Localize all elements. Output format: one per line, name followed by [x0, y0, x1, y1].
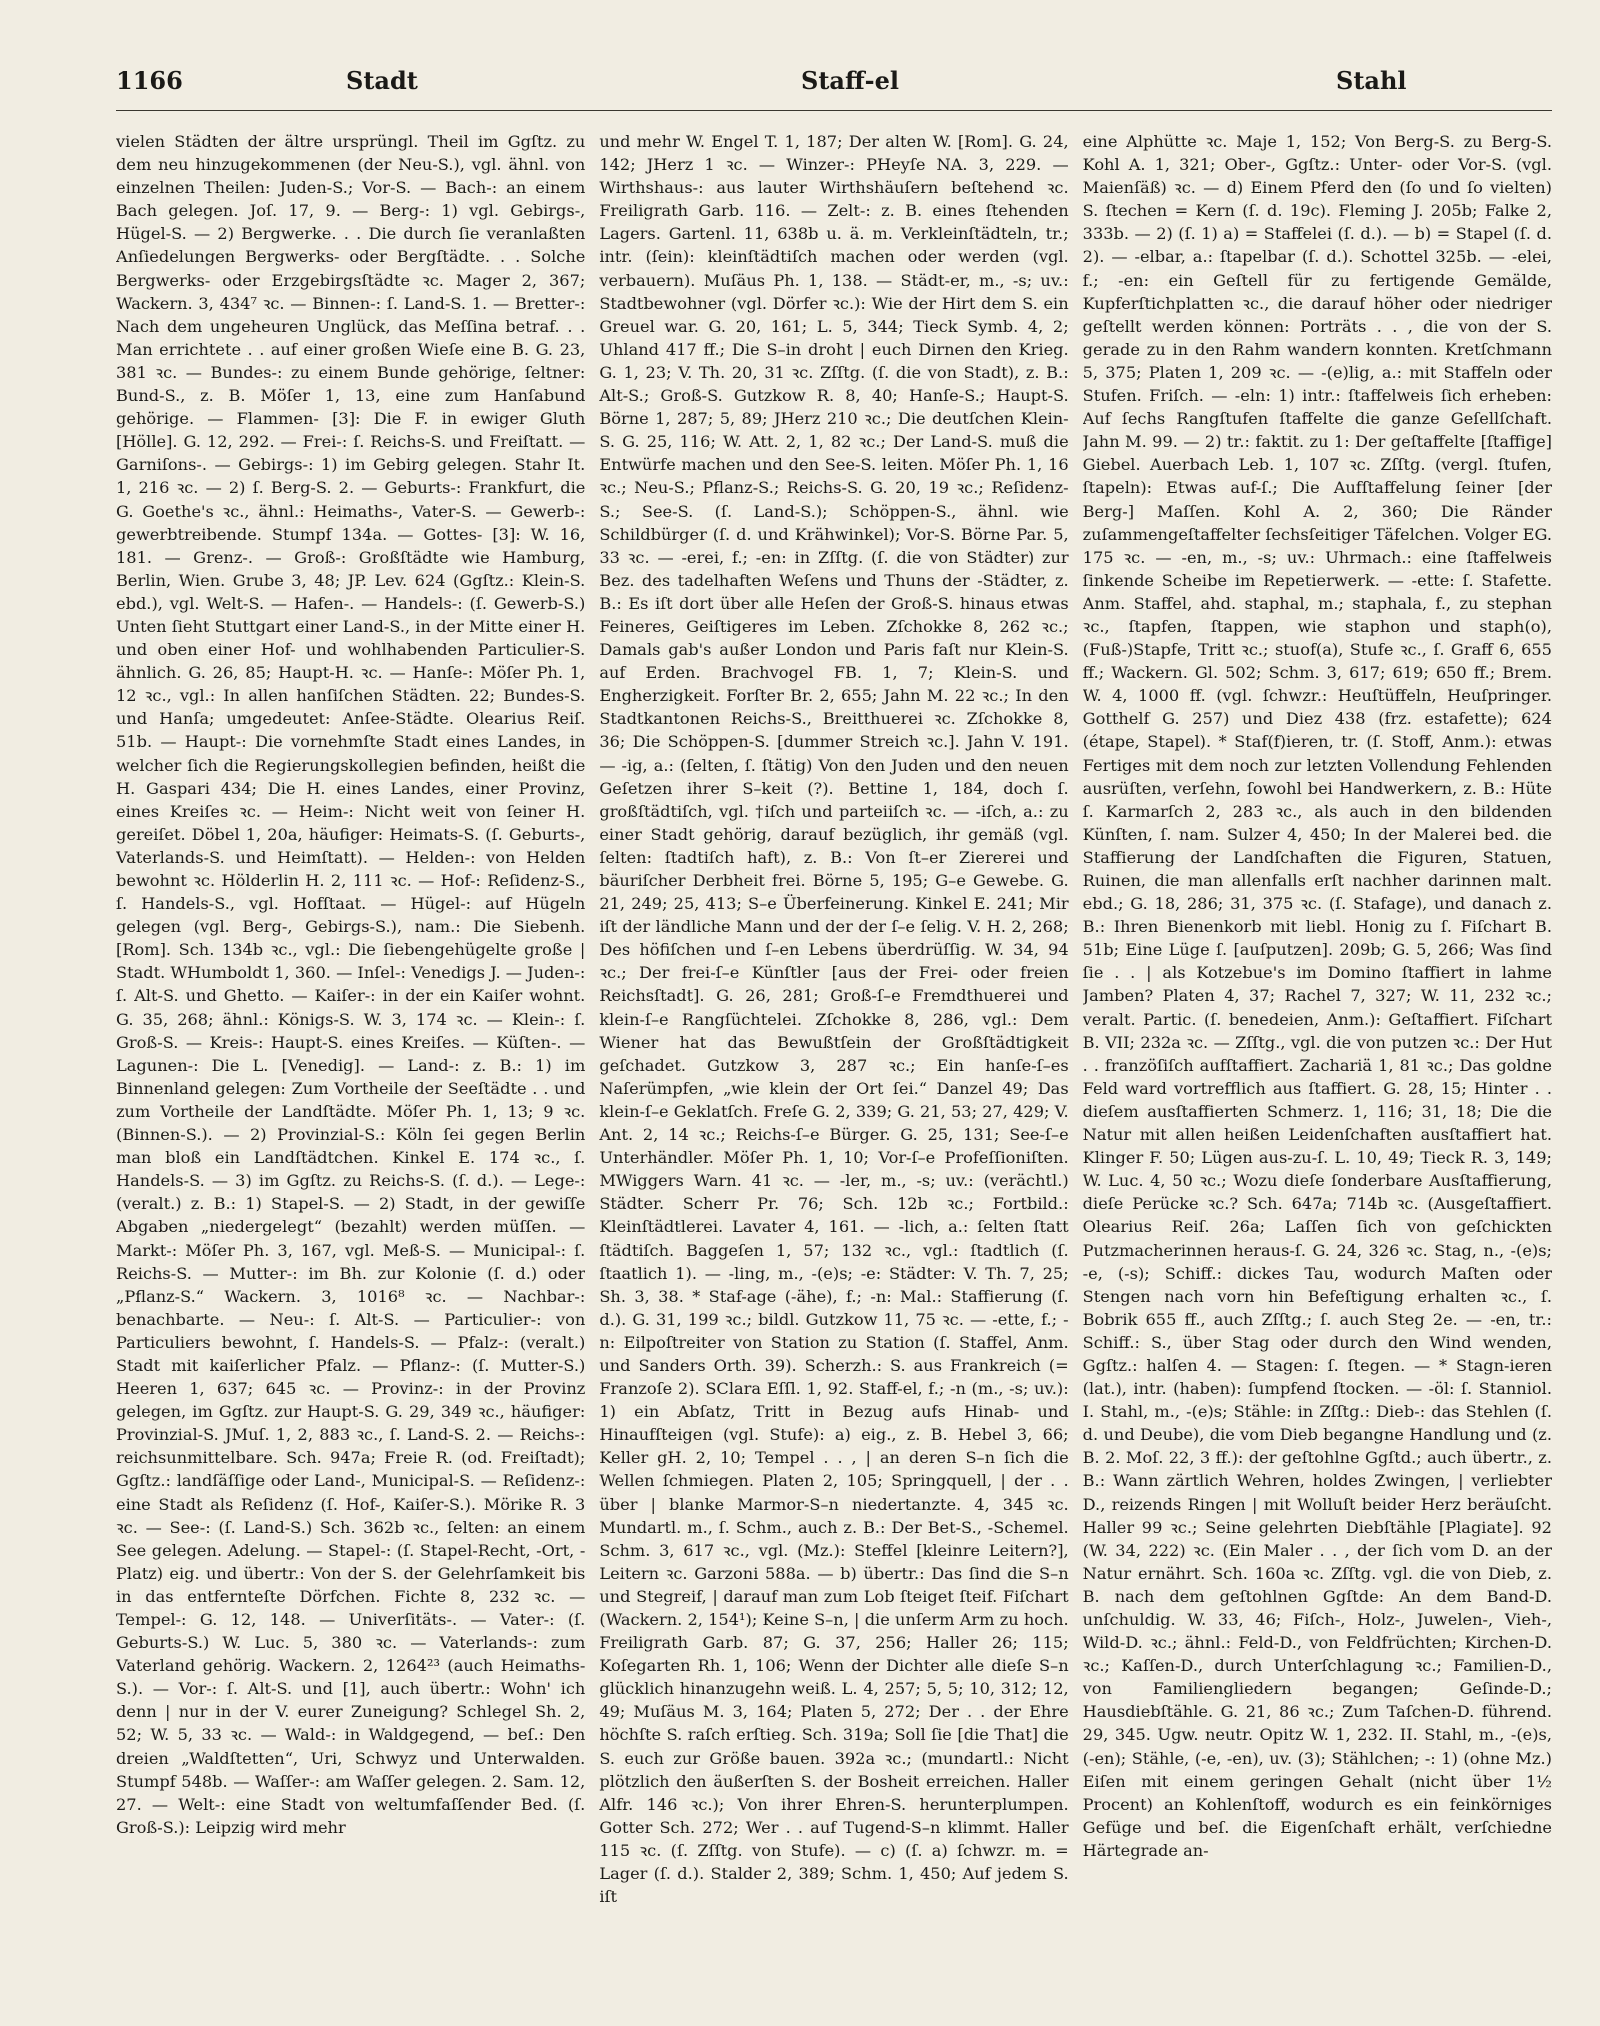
column-middle [599, 130, 1068, 2006]
column-right-text: eine Alphütte ꝛc. Maje 1, 152; Von Berg-S. zu Berg-S. Kohl A. 1, 321; Ober-, Ggſtz.: Unter- oder Vor-S. (vgl. Maienſäß) ꝛc. — d) Einem Pferd den (ſo und ſo vielten) S. ſtechen = Kern (ſ. d. 19c). Fleming J. 205b; Falke 2, 333b. — 2) (ſ. 1) a) = Staffelei (ſ. d.). — b) = Stapel (ſ. d. 2). — -elbar, a.: ſtapelbar (ſ. d.). Schottel 325b. — -elei, f.; -en: ein Geſtell für zu fertigende Gemälde, Kupferſtichplatten ꝛc., die darauf höher oder niedriger geſtellt werden können: Porträts . . , die von der S. gerade zu in den Rahm wandern konnten. Kretſchmann 5, 375; Platen 1, 209 ꝛc. — -(e)lig, a.: mit Staffeln oder Stufen. Friſch. — -eln: 1) intr.: ſtaffelweis ſich erheben: Auf ſechs Rangſtufen ſtaffelte die ganze Geſellſchaft. Jahn M. 99. — 2) tr.: faktit. zu 1: Der geſtaffelte [ſtaffige] Giebel. Auerbach Leb. 1, 107 ꝛc. Zſſtg. (vergl. ſtufen, ſtapeln): Etwas auf-ſ.; Die Aufſtaffelung ſeiner [der Berg-] Maſſen. Kohl A. 2, 360; Die Ränder zuſammengeſtaffelter ſechsſeitiger Täfelchen. Volger EG. 175 ꝛc. — -en, m., -s; uv.: Uhrmach.: eine ſtaffelweis ſinkende Scheibe im Repetierwerk. — -ette: ſ. Stafette. Anm. Staffel, ahd. staphal, m.; staphala, f., zu stephan ꝛc., ſtapfen, ſtappen, wie staphon und staph(o), (Fuß-)Stapfe, Tritt ꝛc.; stuof(a), Stufe ꝛc., ſ. Graff 6, 655 ff.; Wackern. Gl. 502; Schm. 3, 617; 619; 650 ff.; Brem. W. 4, 1000 ff. (vgl. ſchwzr.: Heuſtüffeln, Heuſpringer. Gotthelf G. 257) und Diez 438 (frz. estafette); 624 (étape, Stapel). * Staf(f)ieren, tr. (ſ. Stoff, Anm.): etwas Fertiges mit dem noch zur letzten Vollendung Fehlenden ausrüſten, verſehn, ſowohl bei Handwerkern, z. B.: Hüte ſ. Karmarſch 2, 283 ꝛc., als auch in den bildenden Künſten, ſ. nam. Sulzer 4, 450; In der Malerei bed. die Staffierung der Landſchaften die Figuren, Statuen, Ruinen, die man allenfalls erſt nachher darinnen malt. ebd.; G. 18, 286; 31, 375 ꝛc. (ſ. Stafage), und danach z. B.: Ihren Bienenkorb mit liebl. Honig zu ſ. Fiſchart B. 51b; Eine Lüge ſ. [auſputzen]. 209b; G. 5, 266; Was ſind ſie . . | als Kotzebue's im Domino ſtaffiert in lahme Jamben? Platen 4, 37; Rachel 7, 327; W. 11, 232 ꝛc.; veralt. Partic. (ſ. benedeien, Anm.): Geſtaffiert. Fiſchart B. VII; 232a ꝛc. — Zſſtg., vgl. die von putzen ꝛc.: Der Hut . . franzöſiſch aufſtaffiert. Zachariä 1, 81 ꝛc.; Das goldne Feld ward vortrefflich aus ſtaffiert. G. 28, 15; Hinter . . dieſem ausſtaffierten Schmerz. 1, 116; 31, 18; Die die Natur mit allen heißen Leidenſchaften ausſtaffiert hat. Klinger F. 50; Lügen aus-zu-ſ. L. 10, 49; Tieck R. 3, 149; W. Luc. 4, 50 ꝛc.; Wozu dieſe ſonderbare Ausſtaffierung, dieſe Perücke ꝛc.? Sch. 647a; 714b ꝛc. (Ausgeſtaffiert. Olearius Reiſ. 26a; Laſſen ſich von geſchickten Putzmacherinnen heraus-ſ. G. 24, 326 ꝛc. Stag, n., -(e)s; -e, (-s); Schiff.: dickes Tau, wodurch Maſten oder Stengen nach vorn hin Befeſtigung erhalten ꝛc., ſ. Bobrik 655 ff., auch Zſſtg.; ſ. auch Steg 2e. — -en, tr.: Schiff.: S., über Stag oder durch den Wind wenden, Ggſtz.: halſen 4. — Stagen: ſ. ſtegen. — * Stagn-ieren (lat.), intr. (haben): ſumpfend ſtocken. — -öl: ſ. Stanniol. I. Stahl, m., -(e)s; Stähle: in Zſſtg.: Dieb-: das Stehlen (ſ. d. und Deube), die vom Dieb begangne Handlung und (z. B. 2. Moſ. 22, 3 ff.): der geſtohlne Ggſtd.; auch übertr., z. B.: Wann zärtlich Wehren, holdes Zwingen, | verliebter D., reizends Ringen | mit Wolluſt beider Herz beräuſcht. Haller 99 ꝛc.; Seine gelehrten Diebſtähle [Plagiate]. 92 (W. 34, 222) ꝛc. (Ein Maler . . , der ſich vom D. an der Natur ernährt. Sch. 160a ꝛc. Zſſtg. vgl. die von Dieb, z. B. nach dem geſtohlnen Ggſtde: An dem Band-D. unſchuldig. W. 33, 46; Fiſch-, Holz-, Juwelen-, Vieh-, Wild-D. ꝛc.; ähnl.: Feld-D., von Feldfrüchten; Kirchen-D. ꝛc.; Kaſſen-D., durch Unterſchlagung ꝛc.; Familien-D., von Familiengliedern begangen; Geſinde-D.; Hausdiebſtähle. G. 21, 86 ꝛc.; Zum Taſchen-D. führend. 29, 345. Ugw. neutr. Opitz W. 1, 232. II. Stahl, m., -(e)s, (-en); Stähle, (-e, -en), uv. (3); Stählchen; -: 1) (ohne Mz.) Eiſen mit einem geringen Gehalt (nicht über 1½ Procent) an Kohlenſtoff, wodurch es ein feinkörniges Gefüge und beſ. die Eigenſchaft erhält, verſchiedne Härtegrade an- [1082, 132, 1552, 1860]
text-columns [116, 130, 1552, 2006]
column-left-text: vielen Städten der ältre ursprüngl. Theil im Ggſtz. zu dem neu hinzugekommenen (der Neu-S.), vgl. ähnl. von einzelnen Theilen: Juden-S.; Vor-S. — Bach-: an einem Bach gelegen. Joſ. 17, 9. — Berg-: 1) vgl. Gebirgs-, Hügel-S. — 2) Bergwerke. . . Die durch ſie veranlaßten Anſiedelungen Bergwerks- oder Bergſtädte. . . Solche Bergwerks- oder Erzgebirgsſtädte ꝛc. Mager 2, 367; Wackern. 3, 434⁷ ꝛc. — Binnen-: ſ. Land-S. 1. — Bretter-: Nach dem ungeheuren Unglück, das Meſſina betraf. . . Man errichtete . . auf einer großen Wieſe eine B. G. 23, 381 ꝛc. — Bundes-: zu einem Bunde gehörige, ſeltner: Bund-S., z. B. Möſer 1, 13, eine zum Hanſabund gehörige. — Flammen- [3]: Die F. in ewiger Gluth [Hölle]. G. 12, 292. — Frei-: ſ. Reichs-S. und Freiſtatt. — Garniſons-. — Gebirgs-: 1) im Gebirg gelegen. Stahr It. 1, 216 ꝛc. — 2) ſ. Berg-S. 2. — Geburts-: Frankfurt, die G. Goethe's ꝛc., ähnl.: Heimaths-, Vater-S. — Gewerb-: gewerbtreibende. Stumpf 134a. — Gottes- [3]: W. 16, 181. — Grenz-. — Groß-: Großſtädte wie Hamburg, Berlin, Wien. Grube 3, 48; JP. Lev. 624 (Ggſtz.: Klein-S. ebd.), vgl. Welt-S. — Hafen-. — Handels-: (ſ. Gewerb-S.) Unten ſieht Stuttgart einer Land-S., in der Mitte einer H. und oben einer Hof- und wohlhabenden Particulier-S. ähnlich. G. 26, 85; Haupt-H. ꝛc. — Hanſe-: Möſer Ph. 1, 12 ꝛc., vgl.: In allen hanſiſchen Städten. 22; Bundes-S. und Hanſa; umgedeutet: Anſee-Städte. Olearius Reiſ. 51b. — Haupt-: Die vornehmſte Stadt eines Landes, in welcher ſich die Regierungskollegien befinden, heißt die H. Gaspari 434; Die H. eines Landes, einer Provinz, eines Kreiſes ꝛc. — Heim-: Nicht weit von ſeiner H. gereiſet. Döbel 1, 20a, häufiger: Heimats-S. (ſ. Geburts-, Vaterlands-S. und Heimſtatt). — Helden-: von Helden bewohnt ꝛc. Hölderlin H. 2, 111 ꝛc. — Hof-: Reſidenz-S., ſ. Handels-S., vgl. Hofſtaat. — Hügel-: auf Hügeln gelegen (vgl. Berg-, Gebirgs-S.), nam.: Die Siebenh. [Rom]. Sch. 134b ꝛc., vgl.: Die ſiebengehügelte große | Stadt. WHumboldt 1, 360. — Inſel-: Venedigs J. — Juden-: ſ. Alt-S. und Ghetto. — Kaiſer-: in der ein Kaiſer wohnt. G. 35, 268; ähnl.: Königs-S. W. 3, 174 ꝛc. — Klein-: ſ. Groß-S. — Kreis-: Haupt-S. eines Kreiſes. — Küſten-. — Lagunen-: Die L. [Venedig]. — Land-: z. B.: 1) im Binnenland gelegen: Zum Vortheile der Seeſtädte . . und zum Vortheile der Landſtädte. Möſer Ph. 1, 13; 9 ꝛc. (Binnen-S.). — 2) Provinzial-S.: Köln ſei gegen Berlin man bloß ein Landſtädtchen. Kinkel E. 174 ꝛc., ſ. Handels-S. — 3) im Ggſtz. zu Reichs-S. (ſ. d.). — Lege-: (veralt.) z. B.: 1) Stapel-S. — 2) Stadt, in der gewiſſe Abgaben „niedergelegt“ (bezahlt) werden müſſen. — Markt-: Möſer Ph. 3, 167, vgl. Meß-S. — Municipal-: ſ. Reichs-S. — Mutter-: im Bh. zur Kolonie (ſ. d.) oder „Pflanz-S.“ Wackern. 3, 1016⁸ ꝛc. — Nachbar-: benachbarte. — Neu-: ſ. Alt-S. — Particulier-: von Particuliers bewohnt, ſ. Handels-S. — Pfalz-: (veralt.) Stadt mit kaiſerlicher Pfalz. — Pflanz-: (ſ. Mutter-S.) Heeren 1, 637; 645 ꝛc. — Provinz-: in der Provinz gelegen, im Ggſtz. zur Haupt-S. G. 29, 349 ꝛc., häufiger: Provinzial-S. JMuſ. 1, 2, 883 ꝛc., ſ. Land-S. 2. — Reichs-: reichsunmittelbare. Sch. 947a; Freie R. (od. Freiſtadt); Ggſtz.: landſäſſige oder Land-, Municipal-S. — Reſidenz-: eine Stadt als Reſidenz (ſ. Hof-, Kaiſer-S.). Mörike R. 3 ꝛc. — See-: (ſ. Land-S.) Sch. 362b ꝛc., ſelten: an einem See gelegen. Adelung. — Stapel-: (ſ. Stapel-Recht, -Ort, -Platz) eig. und übertr.: Von der S. der Gelehrſamkeit bis in das entfernteſte Dörfchen. Fichte 8, 232 ꝛc. — Tempel-: G. 12, 148. — Univerſitäts-. — Vater-: (ſ. Geburts-S.) W. Luc. 5, 380 ꝛc. — Vaterlands-: zum Vaterland gehörig. Wackern. 2, 1264²³ (auch Heimaths-S.). — Vor-: ſ. Alt-S. und [1], auch übertr.: Wohn' ich denn | nur in der V. eurer Zuneigung? Schlegel Sh. 2, 52; W. 5, 33 ꝛc. — Wald-: in Waldgegend, — beſ.: Den dreien „Waldſtetten“, Uri, Schwyz und Unterwalden. Stumpf 548b. — Waſſer-: am Waſſer gelegen. 2. Sam. 12, 27. — Welt-: eine Stadt von weltumfaſſender Bed. (ſ. Groß-S.): Leipzig wird mehr [116, 132, 586, 1837]
column-middle-text: und mehr W. Engel T. 1, 187; Der alten W. [Rom]. G. 24, 142; JHerz 1 ꝛc. — Winzer-: PHeyſe NA. 3, 229. — Wirthshaus-: aus lauter Wirthshäuſern beſtehend ꝛc. Freiligrath Garb. 116. — Zelt-: z. B. eines ſtehenden Lagers. Gartenl. 11, 638b u. ä. m. Verkleinſtädteln, tr.; intr. (ſein): kleinſtädtiſch machen oder werden (vgl. verbauern). Muſäus Ph. 1, 138. — Städt-er, m., -s; uv.: Stadtbewohner (vgl. Dörfer ꝛc.): Wie der Hirt dem S. ein Greuel war. G. 20, 161; L. 5, 344; Tieck Symb. 4, 2; Uhland 417 ff.; Die S–in droht | euch Dirnen den Krieg. G. 1, 23; V. Th. 20, 31 ꝛc. Zſſtg. (ſ. die von Stadt), z. B.: Alt-S.; Groß-S. Gutzkow R. 8, 40; Hanſe-S.; Haupt-S. Börne 1, 287; 5, 89; JHerz 210 ꝛc.; Die deutſchen Klein-S. G. 25, 116; W. Att. 2, 1, 82 ꝛc.; Der Land-S. muß die Entwürfe machen und den See-S. leiten. Möſer Ph. 1, 16 ꝛc.; Neu-S.; Pflanz-S.; Reichs-S. G. 20, 19 ꝛc.; Reſidenz-S.; See-S. (ſ. Land-S.); Schöppen-S., ähnl. wie Schildbürger (ſ. d. und Krähwinkel); Vor-S. Börne Par. 5, 33 ꝛc. — -erei, f.; -en: in Zſſtg. (ſ. die von Städter) zur Bez. des tadelhaften Weſens und Thuns der -Städter, z. B.: Es iſt dort über alle Heſen der Groß-S. hinaus etwas Feineres, Geiſtigeres im Leben. Zſchokke 8, 262 ꝛc.; Damals gab's außer London und Paris faſt nur Klein-S. auf Erden. Brachvogel FB. 1, 7; Klein-S. und Engherzigkeit. Forſter Br. 2, 655; Jahn M. 22 ꝛc.; In den Stadtkantonen Reichs-S., Breitthuerei ꝛc. Zſchokke 8, 36; Die Schöppen-S. [dummer Streich ꝛc.]. Jahn V. 191. — -ig, a.: (ſelten, ſ. ſtätig) Von den Juden und den neuen Geſetzen ihrer S–keit (?). Bettine 1, 184, doch ſ. großſtädtiſch, vgl. †iſch und parteiiſch ꝛc. — -iſch, a.: zu einer Stadt gehörig, darauf bezüglich, ihr gemäß (vgl. ſelten: ſtadtiſch haft), z. B.: Von ſt–er Ziererei und bäuriſcher Derbheit frei. Börne 5, 195; G–e Gewebe. G. 21, 249; 25, 413; S–e Überfeinerung. Kinkel E. 241; Mir iſt der ländliche Mann und der der ſ–e ſelig. V. H. 2, 268; Des höfiſchen und ſ–en Lebens überdrüſſig. W. 34, 94 ꝛc.; Der frei-ſ–e Künſtler [aus der Frei- oder freien Reichsſtadt]. G. 26, 281; Groß-ſ–e Fremdthuerei und klein-ſ–e Rangſüchtelei. Zſchokke 8, 286, vgl.: Dem Wiener hat das Bewußtſein der Großſtädtigkeit geſchadet. Gutzkow 3, 287 ꝛc.; Ein hanſe-ſ–es Naſerümpfen, „wie klein der Ort ſei.“ Danzel 49; Das klein-ſ–e Geklatſch. Freſe G. 2, 339; G. 21, 53; 27, 429; V. Ant. 2, 14 ꝛc.; Reichs-ſ–e Bürger. G. 25, 131; See-ſ–e Unterhändler. Möſer Ph. 1, 10; Vor-ſ–e Profeſſioniſten. MWiggers Warn. 41 ꝛc. — -ler, m., -s; uv.: (verächtl.) Städter. Scherr Pr. 76; Sch. 12b ꝛc.; Fortbild.: Kleinſtädtlerei. Lavater 4, 161. — -lich, a.: ſelten ſtatt ſtädtiſch. Baggeſen 1, 57; 132 ꝛc., vgl.: ſtadtlich (ſ. ſtaatlich 1). — -ling, m., -(e)s; -e: Städter: V. Th. 7, 25; Sh. 3, 38. * Staf-age (-ähe), f.; -n: Mal.: Staffierung (ſ. d.). G. 31, 199 ꝛc.; bildl. Gutzkow 11, 75 ꝛc. — -ette, f.; -n: Eilpoſtreiter von Station zu Station (ſ. Staffel, Anm. und Sanders Orth. 39). Scherzh.: S. aus Frankreich (= Franzoſe 2). SClara Eſſl. 1, 92. Staff-el, f.; -n (m., -s; uv.): 1) ein Abſatz, Tritt in Bezug aufs Hinab- und Hinaufſteigen (vgl. Stufe): a) eig., z. B. Hebel 3, 66; Keller gH. 2, 10; Tempel . . , | an deren S–n ſich die Wellen ſchmiegen. Platen 2, 105; Springquell, | der . . über | blanke Marmor-S–n niedertanzte. 4, 345 ꝛc. Mundartl. m., ſ. Schm., auch z. B.: Der Bet-S., -Schemel. Schm. 3, 617 ꝛc., vgl. (Mz.): Steffel [kleinre Leitern?], Leitern ꝛc. Garzoni 588a. — b) übertr.: Das ſind die S–n und Stegreif, | darauf man zum Lob ſteiget ſteif. Fiſchart (Wackern. 2, 154¹); Keine S–n, | die unſerm Arm zu hoch. Freiligrath Garb. 87; G. 37, 256; Haller 26; 115; Koſegarten Rh. 1, 106; Wenn der Dichter alle dieſe S–n glücklich hinanzugehn weiß. L. 4, 257; 5, 5; 10, 312; 12, 49; Muſäus M. 3, 164; Platen 5, 272; Der . . der Ehre höchſte S. raſch erſtieg. Sch. 319a; Soll ſie [die That] die S. euch zur Größe bauen. 392a ꝛc.; (mundartl.: Nicht plötzlich den äußerſten S. der Bosheit erreichen. Haller Alfr. 146 ꝛc.); Von ihrer Ehren-S. herunterplumpen. Gotter Sch. 272; Wer . . auf Tugend-S–n klimmt. Haller 115 ꝛc. (ſ. Zſſtg. von Stufe). — c) (ſ. a) ſchwzr. m. = Lager (ſ. d.). Stalder 2, 389; Schm. 1, 450; Auf jedem S. iſt [599, 132, 1069, 1907]
header-rule [116, 110, 1552, 111]
page-number: 1166 [116, 66, 183, 95]
left-catchword: Stadt [346, 66, 418, 95]
column-left [116, 130, 585, 2006]
column-right [1083, 130, 1552, 2006]
right-catchword: Stahl [1336, 66, 1407, 95]
page-header [116, 66, 1552, 102]
middle-catchword: Staff-el [801, 66, 900, 95]
